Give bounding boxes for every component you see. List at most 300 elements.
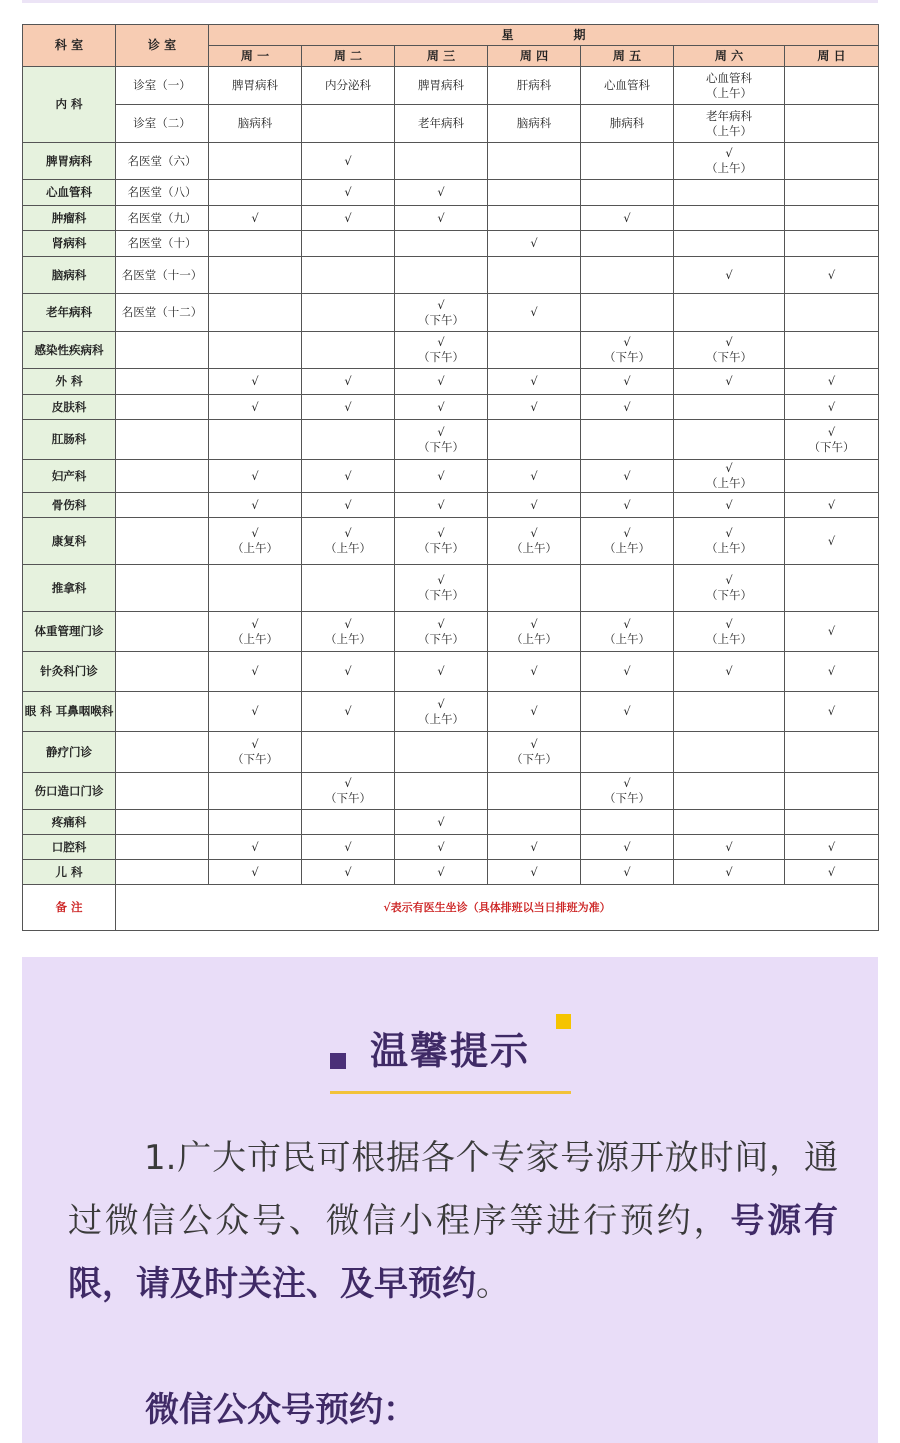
schedule-cell [785,105,879,143]
schedule-cell [302,612,395,652]
table-row [23,143,879,180]
table-row [23,860,879,885]
schedule-cell [302,810,395,835]
check-mark: √ [437,814,445,829]
schedule-cell [488,732,581,773]
header-dept: 科 室 [23,25,116,67]
check-mark: √ [530,305,538,319]
cell-text: （上午） [511,631,557,646]
schedule-cell [488,257,581,294]
table-row [23,257,879,294]
schedule-cell [488,835,581,860]
cell-text: （上午） [511,541,557,555]
table-row [23,493,879,518]
check-mark: √ [623,497,631,512]
schedule-cell [209,493,302,518]
check-mark: √ [827,374,836,388]
check-mark: √ [827,664,836,678]
title-underline [330,1091,571,1094]
table-row [23,518,879,565]
schedule-cell [581,395,674,420]
dept-cell: 妇产科 [23,460,116,493]
schedule-cell [209,565,302,612]
schedule-cell [674,565,785,612]
check-mark: √ [725,616,733,631]
check-mark: √ [344,374,352,388]
check-mark: √ [530,399,538,414]
schedule-cell [209,773,302,810]
schedule-cell [488,810,581,835]
table-row [23,732,879,773]
check-mark: √ [827,533,836,548]
check-mark: √ [251,497,259,512]
check-mark: √ [827,497,836,512]
room-cell [116,369,209,395]
room-cell: 名医堂（六） [116,143,209,180]
schedule-cell [302,518,395,565]
check-mark: √ [344,468,352,483]
dept-cell: 内 科 [23,67,116,143]
schedule-cell [395,294,488,332]
schedule-cell [674,369,785,395]
table-row [23,332,879,369]
cell-text: （下午） [604,350,650,364]
schedule-cell [209,612,302,652]
schedule-cell [785,860,879,885]
schedule-cell [395,493,488,518]
room-cell: 诊室（一） [116,67,209,105]
cell-text: （上午） [418,711,464,726]
schedule-cell [209,420,302,460]
room-cell: 诊室（二） [116,105,209,143]
schedule-cell [674,860,785,885]
check-mark: √ [725,146,733,160]
table-row [23,105,879,143]
cell-text: （下午） [418,588,464,602]
table-row [23,395,879,420]
schedule-cell [785,565,879,612]
schedule-cell [785,143,879,180]
check-mark: √ [437,839,445,854]
table-row [23,612,879,652]
schedule-cell [488,206,581,231]
schedule-cell [488,369,581,395]
schedule-cell [674,518,785,565]
schedule-cell [302,231,395,257]
check-mark: √ [530,664,538,678]
dept-cell: 儿 科 [23,860,116,885]
header-day: 周 日 [785,46,879,67]
check-mark: √ [437,526,445,540]
schedule-cell [674,420,785,460]
check-mark: √ [344,185,352,199]
schedule-cell [785,493,879,518]
schedule-cell [488,652,581,692]
dept-cell: 心血管科 [23,180,116,206]
schedule-cell [302,257,395,294]
schedule-cell [785,180,879,206]
schedule-cell [785,294,879,332]
schedule-cell [302,835,395,860]
schedule-cell [581,332,674,369]
room-cell [116,395,209,420]
table-row [23,652,879,692]
schedule-cell [488,105,581,143]
room-cell: 名医堂（十一） [116,257,209,294]
check-mark: √ [530,374,538,388]
header-day: 周 六 [674,46,785,67]
check-mark: √ [725,839,733,854]
check-mark: √ [251,468,259,483]
schedule-cell [395,395,488,420]
cell-text: （上午） [706,541,752,555]
schedule-cell [785,420,879,460]
cell-text: （下午） [325,791,371,805]
schedule-cell [395,67,488,105]
schedule-cell [302,732,395,773]
schedule-cell [488,460,581,493]
check-mark: √ [623,664,631,678]
schedule-cell [209,143,302,180]
tips-paragraph-bold: 号源有限，请及时关注、及早预约 [68,1201,839,1304]
schedule-cell [395,565,488,612]
check-mark: √ [623,526,631,540]
dept-cell: 口腔科 [23,835,116,860]
room-cell: 名医堂（十） [116,231,209,257]
schedule-cell [674,612,785,652]
schedule-cell [395,732,488,773]
check-mark: √ [251,526,259,540]
table-row [23,420,879,460]
top-strip [22,0,878,22]
cell-text: （上午） [232,541,278,555]
check-mark: √ [827,839,836,854]
room-cell [116,810,209,835]
check-mark: √ [437,573,445,587]
check-mark: √ [344,153,352,168]
check-mark: √ [344,526,352,540]
cell-text: （下午） [418,541,464,555]
schedule-cell [302,860,395,885]
cell-text: （上午） [706,85,752,100]
schedule-cell [395,860,488,885]
room-cell: 名医堂（十二） [116,294,209,332]
cell-text: 脑病科 [516,116,552,130]
room-cell [116,612,209,652]
check-mark: √ [251,399,259,414]
header-day: 周 五 [581,46,674,67]
cell-text: 心血管科 [604,78,650,92]
cell-text: （下午） [232,752,278,766]
tips-paragraph-text: 1.广大市民可根据各个专家号源开放时间，通过微信公众号、微信小程序等进行预约， [68,1138,838,1241]
schedule-cell [488,332,581,369]
schedule-cell [395,257,488,294]
schedule-cell [302,105,395,143]
schedule-cell [395,692,488,732]
schedule-cell [581,105,674,143]
check-mark: √ [251,704,259,718]
schedule-cell [581,206,674,231]
schedule-cell [209,67,302,105]
check-mark: √ [344,210,352,225]
schedule-cell [785,369,879,395]
check-mark: √ [344,399,352,414]
schedule-cell [488,518,581,565]
schedule-cell [785,835,879,860]
check-mark: √ [530,468,538,483]
check-mark: √ [344,864,352,879]
room-cell [116,332,209,369]
tips-paragraph-end: 。 [476,1264,510,1304]
cell-text: （下午） [418,631,464,646]
room-cell [116,420,209,460]
schedule-cell [581,493,674,518]
check-mark: √ [251,374,259,388]
table-row [23,294,879,332]
schedule-cell [785,206,879,231]
check-mark: √ [623,616,631,631]
check-mark: √ [725,335,733,349]
check-mark: √ [437,297,445,312]
note-label: 备 注 [23,885,116,931]
dept-cell: 静疗门诊 [23,732,116,773]
dept-cell: 皮肤科 [23,395,116,420]
dept-cell: 针灸科门诊 [23,652,116,692]
schedule-cell [674,143,785,180]
cell-text: 脾胃病科 [232,78,278,92]
check-mark: √ [344,497,352,512]
check-mark: √ [530,864,538,879]
schedule-cell [674,206,785,231]
schedule-cell [395,652,488,692]
room-cell [116,493,209,518]
schedule-cell [674,231,785,257]
check-mark: √ [251,616,259,631]
schedule-cell [488,294,581,332]
schedule-cell [302,773,395,810]
cell-text: 老年病科 [706,108,752,123]
cell-text: （下午） [808,439,855,454]
check-mark: √ [251,839,259,854]
check-mark: √ [251,864,259,879]
schedule-cell [674,460,785,493]
schedule-cell [209,652,302,692]
schedule-cell [674,732,785,773]
schedule-cell [581,257,674,294]
schedule-cell [674,493,785,518]
cell-text: （上午） [604,631,650,646]
schedule-cell [785,652,879,692]
schedule-cell [488,773,581,810]
cell-text: （下午） [418,350,464,364]
dept-cell: 脑病科 [23,257,116,294]
schedule-cell [581,294,674,332]
schedule-cell [581,143,674,180]
check-mark: √ [827,424,836,439]
table-row [23,67,879,105]
schedule-cell [395,810,488,835]
cell-text: （下午） [706,350,752,364]
schedule-cell [209,257,302,294]
schedule-cell [581,652,674,692]
table-row [23,810,879,835]
schedule-cell [581,773,674,810]
check-mark: √ [530,704,538,718]
schedule-cell [674,395,785,420]
schedule-cell [488,692,581,732]
cell-text: 肺病科 [609,116,645,130]
schedule-cell [302,460,395,493]
header-day: 周 四 [488,46,581,67]
check-mark: √ [344,776,352,790]
room-cell [116,518,209,565]
cell-text: （下午） [418,312,464,327]
schedule-cell [785,257,879,294]
check-mark: √ [623,468,631,483]
check-mark: √ [437,468,445,483]
schedule-cell [785,231,879,257]
schedule-cell [209,395,302,420]
check-mark: √ [530,737,538,751]
check-mark: √ [530,236,538,250]
schedule-cell [581,460,674,493]
cell-text: （上午） [706,161,752,175]
check-mark: √ [827,399,836,414]
cell-text: （下午） [604,791,650,805]
cell-text: 脾胃病科 [418,78,464,92]
cell-text: （上午） [706,631,752,646]
check-mark: √ [437,399,445,414]
schedule-cell [581,420,674,460]
schedule-cell [785,732,879,773]
schedule-cell [395,612,488,652]
dept-cell: 疼痛科 [23,810,116,835]
schedule-cell [488,180,581,206]
schedule-cell [302,180,395,206]
check-mark: √ [437,497,445,512]
cell-text: 肝病科 [516,78,552,92]
room-cell: 名医堂（八） [116,180,209,206]
schedule-cell [785,773,879,810]
check-mark: √ [725,461,733,475]
schedule-cell [302,420,395,460]
check-mark: √ [725,497,733,512]
schedule-cell [302,395,395,420]
schedule-cell [785,612,879,652]
schedule-cell [209,835,302,860]
schedule-cell [581,518,674,565]
check-mark: √ [725,664,733,678]
cell-text: （上午） [706,123,752,138]
schedule-cell [581,612,674,652]
check-mark: √ [530,526,538,540]
table-row [23,460,879,493]
schedule-cell [209,231,302,257]
schedule-cell [488,493,581,518]
check-mark: √ [437,664,445,678]
room-cell: 名医堂（九） [116,206,209,231]
schedule-cell [674,67,785,105]
tips-title: 温馨提示 [369,1029,530,1073]
schedule-cell [785,460,879,493]
dept-cell: 骨伤科 [23,493,116,518]
schedule-cell [785,692,879,732]
check-mark: √ [623,864,631,879]
cell-text: 老年病科 [418,116,464,130]
schedule-cell [209,860,302,885]
schedule-cell [488,612,581,652]
room-cell [116,652,209,692]
schedule-cell [674,692,785,732]
cell-text: （上午） [325,631,371,646]
dept-cell: 肾病科 [23,231,116,257]
check-mark: √ [827,624,836,638]
header-day: 周 二 [302,46,395,67]
check-mark: √ [437,864,445,879]
schedule-cell [209,105,302,143]
schedule-cell [488,231,581,257]
schedule-cell [674,257,785,294]
tips-paragraph [68,1127,838,1316]
schedule-cell [785,332,879,369]
check-mark: √ [251,737,259,751]
check-mark: √ [530,839,538,854]
check-mark: √ [251,664,259,678]
schedule-cell [581,231,674,257]
cell-text: 心血管科 [706,70,752,85]
dept-cell: 眼 科 耳鼻咽喉科 [23,692,116,732]
schedule-cell [302,692,395,732]
room-cell [116,460,209,493]
check-mark: √ [437,616,445,631]
schedule-cell [209,294,302,332]
check-mark: √ [530,616,538,631]
room-cell [116,860,209,885]
check-mark: √ [623,704,631,718]
schedule-cell [395,143,488,180]
schedule-cell [488,143,581,180]
table-row [23,692,879,732]
dept-cell: 体重管理门诊 [23,612,116,652]
cell-text: （下午） [706,588,752,602]
check-mark: √ [827,704,836,718]
schedule-cell [395,206,488,231]
check-mark: √ [623,374,631,388]
schedule-cell [302,493,395,518]
schedule-cell [581,732,674,773]
schedule-cell [395,460,488,493]
schedule-cell [302,67,395,105]
room-cell [116,692,209,732]
table-row [23,206,879,231]
check-mark: √ [623,776,631,790]
check-mark: √ [725,573,733,587]
schedule-cell [395,332,488,369]
check-mark: √ [437,185,445,199]
check-mark: √ [725,864,733,879]
check-mark: √ [437,335,445,349]
check-mark: √ [530,497,538,512]
table-row [23,180,879,206]
dept-cell: 感染性疾病科 [23,332,116,369]
schedule-cell [674,810,785,835]
schedule-cell [302,206,395,231]
schedule-cell [209,732,302,773]
schedule-cell [581,67,674,105]
schedule-cell [302,143,395,180]
check-mark: √ [437,210,445,225]
schedule-cell [302,652,395,692]
